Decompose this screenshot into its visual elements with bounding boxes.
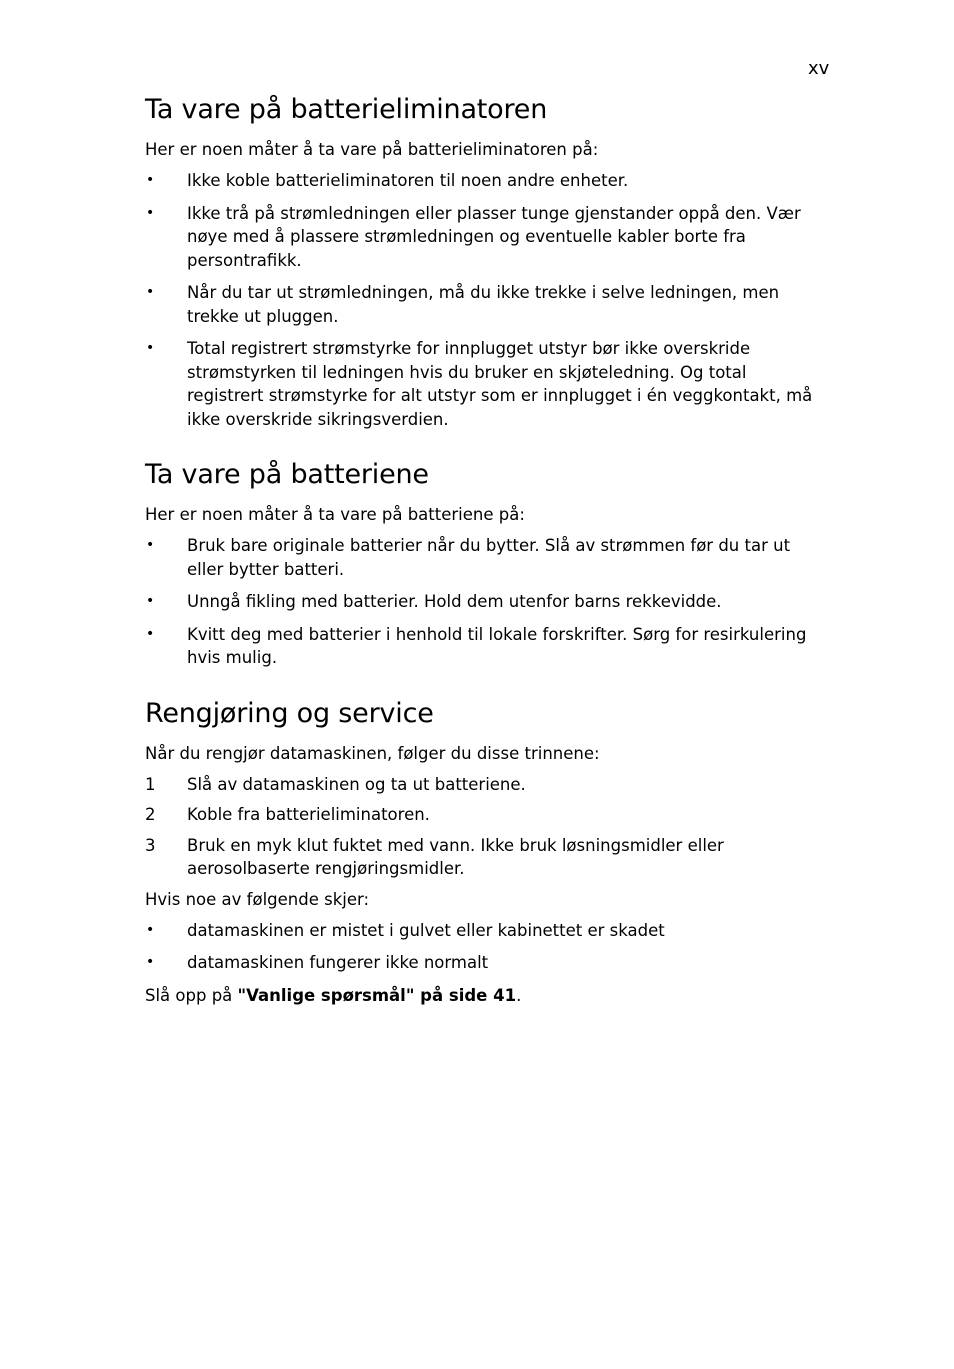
section-intro: Her er noen måter å ta vare på batterieliminatoren på: xyxy=(145,140,599,159)
numbered-list xyxy=(145,773,825,881)
step-item xyxy=(145,803,825,827)
step-number: 2 xyxy=(145,805,156,824)
bullet-list xyxy=(145,919,825,975)
section-adapter-care xyxy=(145,92,825,431)
list-item xyxy=(145,590,825,614)
page-number: xv xyxy=(808,58,830,79)
section-intro: Her er noen måter å ta vare på batteriene på: xyxy=(145,505,525,524)
section-heading: Rengjøring og service xyxy=(145,697,434,729)
bullet-icon: • xyxy=(146,284,155,300)
section-heading: Ta vare på batterieliminatoren xyxy=(145,94,548,125)
section-cleaning-service xyxy=(145,696,825,1007)
section-battery-care xyxy=(145,457,825,670)
bullet-list xyxy=(145,169,825,431)
bullet-icon: • xyxy=(146,537,155,553)
list-item-text: Unngå fikling med batterier. Hold dem utenfor barns rekkevidde. xyxy=(187,592,722,611)
list-item-text: datamaskinen er mistet i gulvet eller kabinettet er skadet xyxy=(187,920,665,940)
reference-line xyxy=(145,984,825,1007)
list-item xyxy=(145,337,825,431)
step-number: 3 xyxy=(145,835,156,855)
list-item xyxy=(145,169,825,193)
step-item xyxy=(145,834,825,881)
list-item-text: Total registrert strømstyrke for innplugget utstyr bør ikke overskride strømstyrken til ledningen hvis du bruker en skjøteledning. Og total registrert strømstyrke for alt utstyr som er innplugget i én veggkontakt, må ikke overskride sikringsverdien. xyxy=(187,339,813,429)
bullet-icon: • xyxy=(146,204,155,221)
bullet-icon: • xyxy=(146,593,155,609)
cross-reference-link[interactable]: "Vanlige spørsmål" på side 41 xyxy=(237,985,517,1005)
step-number: 1 xyxy=(145,774,156,794)
list-item xyxy=(145,919,825,943)
document-body xyxy=(145,92,825,1033)
list-item xyxy=(145,202,825,273)
section-heading: Ta vare på batteriene xyxy=(145,459,429,490)
step-text: Bruk en myk klut fuktet med vann. Ikke bruk løsningsmidler eller aerosolbaserte rengjøringsmidler. xyxy=(187,835,724,878)
reference-prefix: Slå opp på xyxy=(145,985,238,1005)
step-text: Slå av datamaskinen og ta ut batteriene. xyxy=(187,774,526,794)
list-item-text: Når du tar ut strømledningen, må du ikke trekke i selve ledningen, men trekke ut pluggen. xyxy=(187,283,780,326)
bullet-icon: • xyxy=(146,625,155,642)
bullet-icon: • xyxy=(146,172,155,188)
list-item-text: Ikke trå på strømledningen eller plasser tunge gjenstander oppå den. Vær nøye med å plassere strømledningen og eventuelle kabler borte fra persontrafikk. xyxy=(187,203,801,270)
step-text: Koble fra batterieliminatoren. xyxy=(187,805,430,824)
section-intro: Når du rengjør datamaskinen, følger du disse trinnene: xyxy=(145,743,600,763)
list-item xyxy=(145,534,825,581)
list-item-text: Ikke koble batterieliminatoren til noen andre enheter. xyxy=(187,171,629,190)
list-item-text: datamaskinen fungerer ikke normalt xyxy=(187,953,489,972)
list-item-text: Kvitt deg med batterier i henhold til lokale forskrifter. Sørg for resirkulering hvis mulig. xyxy=(187,624,807,667)
bullet-list xyxy=(145,534,825,670)
bullet-icon: • xyxy=(146,954,155,970)
list-item xyxy=(145,281,825,328)
bullet-icon: • xyxy=(146,921,155,938)
bullet-icon: • xyxy=(146,340,155,356)
list-item-text: Bruk bare originale batterier når du bytter. Slå av strømmen før du tar ut eller bytter batteri. xyxy=(187,536,791,579)
list-item xyxy=(145,623,825,670)
reference-suffix: . xyxy=(516,985,522,1005)
condition-intro: Hvis noe av følgende skjer: xyxy=(145,889,370,909)
step-item xyxy=(145,773,825,797)
list-item xyxy=(145,951,825,975)
